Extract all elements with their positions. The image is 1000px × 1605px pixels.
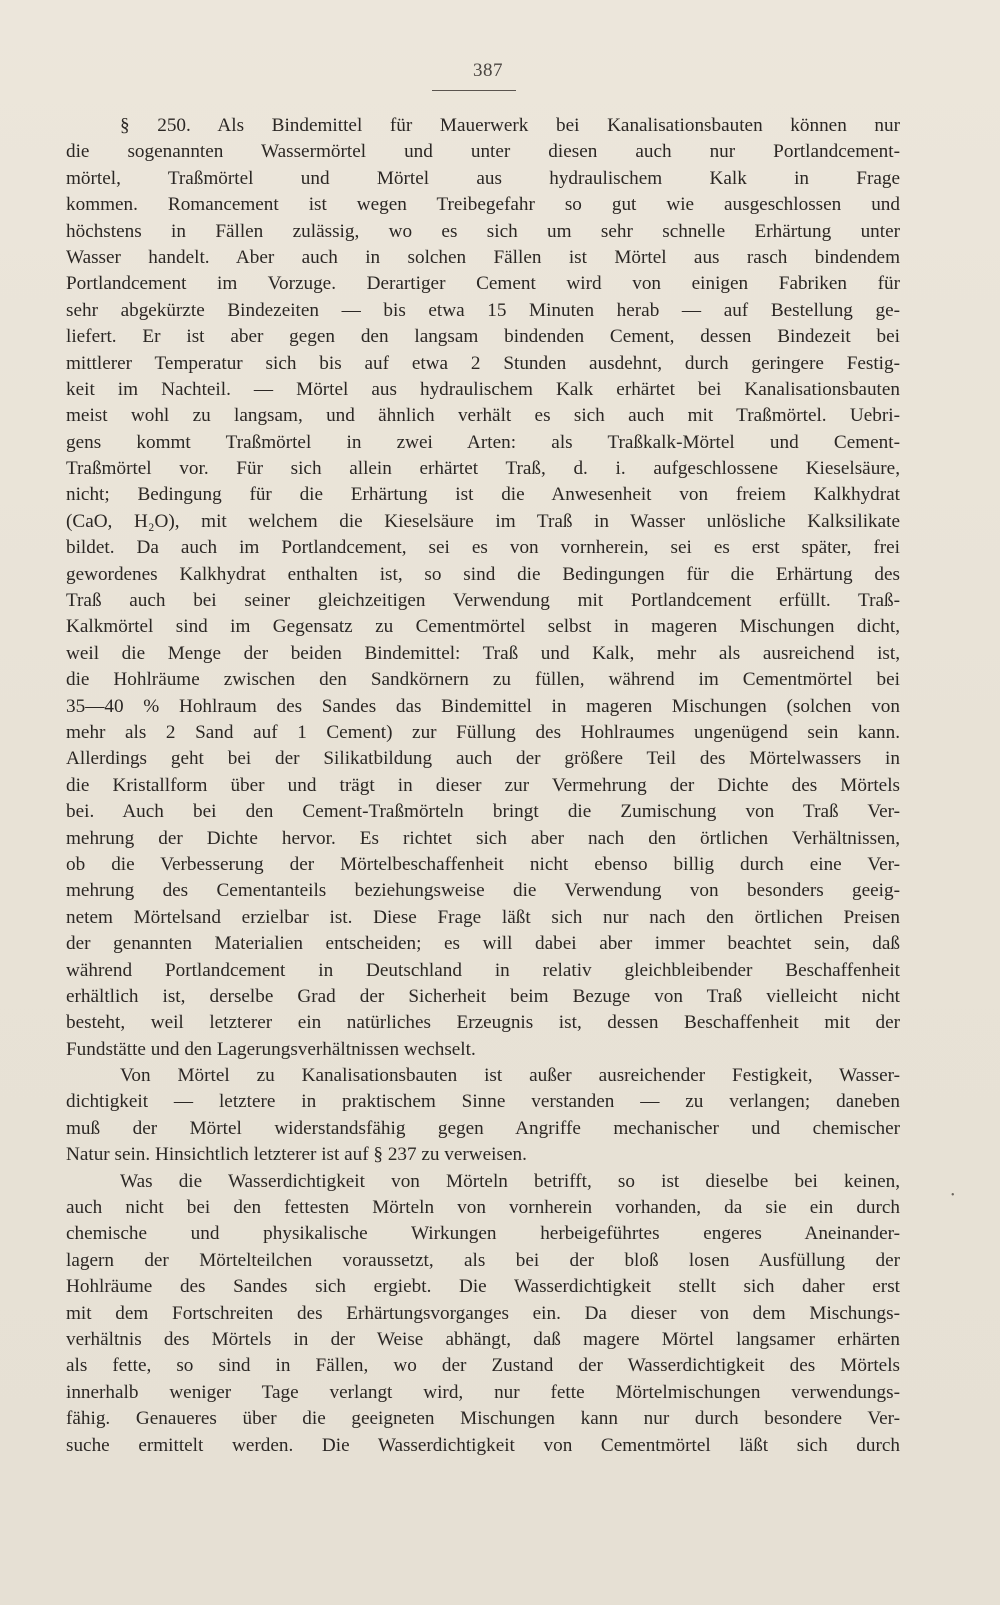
text-line: (CaO, H₂O), mit welchem die Kieselsäure im Traß in Wasser unlösliche Kalksilikate [66, 510, 900, 532]
text-line: als fette, so sind in Fällen, wo der Zustand der Wasserdichtigkeit des Mörtels [66, 1355, 900, 1377]
text-line: besteht, weil letzterer ein natürliches Erzeugnis ist, dessen Beschaffenheit mit der [66, 1012, 900, 1034]
text-line: meist wohl zu langsam, und ähnlich verhält es sich auch mit Traßmörtel. Uebri- [66, 405, 900, 427]
text-line: bildet. Da auch im Portlandcement, sei es von vornherein, sei es erst später, frei [66, 537, 900, 559]
text-line: mörtel, Traßmörtel und Mörtel aus hydraulischem Kalk in Frage [66, 167, 900, 189]
text-line: sehr abgekürzte Bindezeiten — bis etwa 15 Minuten herab — auf Bestellung ge- [66, 299, 900, 321]
text-line: höchstens in Fällen zulässig, wo es sich um sehr schnelle Erhärtung unter [66, 220, 900, 242]
text-line: 35—40 % Hohlraum des Sandes das Bindemittel in mageren Mischungen (solchen von [66, 695, 900, 717]
text-line: suche ermittelt werden. Die Wasserdichtigkeit von Cementmörtel läßt sich durch [66, 1434, 900, 1456]
text-line: erhältlich ist, derselbe Grad der Sicherheit beim Bezuge von Traß vielleicht nicht [66, 985, 900, 1007]
text-line: keit im Nachteil. — Mörtel aus hydraulischem Kalk erhärtet bei Kanalisationsbauten [66, 378, 900, 400]
body-text [66, 113, 900, 1459]
text-line: Fundstätte und den Lagerungsverhältnissen wechselt. [66, 1038, 476, 1060]
text-line: die sogenannten Wassermörtel und unter diesen auch nur Portlandcement- [66, 141, 900, 163]
text-line: nicht; Bedingung für die Erhärtung ist die Anwesenheit von freiem Kalkhydrat [66, 484, 900, 506]
text-line: kommen. Romancement ist wegen Treibegefahr so gut wie ausgeschlossen und [66, 194, 900, 216]
page-number: 387 [473, 60, 503, 81]
text-line: Natur sein. Hinsichtlich letzterer ist auf § 237 zu verweisen. [66, 1144, 527, 1166]
text-line: Kalkmörtel sind im Gegensatz zu Cementmörtel selbst in mageren Mischungen dicht, [66, 616, 900, 638]
text-line: auch nicht bei den fettesten Mörteln von vornherein vorhanden, da sie ein durch [66, 1197, 900, 1219]
text-line: mehr als 2 Sand auf 1 Cement) zur Füllung des Hohlraumes ungenügend sein kann. [66, 721, 900, 743]
text-line: mit dem Fortschreiten des Erhärtungsvorganges ein. Da dieser von dem Mischungs- [66, 1302, 900, 1324]
text-line: gewordenes Kalkhydrat enthalten ist, so sind die Bedingungen für die Erhärtung des [66, 563, 900, 585]
text-line: Hohlräume des Sandes sich ergiebt. Die Wasserdichtigkeit stellt sich daher erst [66, 1276, 900, 1298]
text-line: gens kommt Traßmörtel in zwei Arten: als Traßkalk-Mörtel und Cement- [66, 431, 900, 453]
text-line: Traß auch bei seiner gleichzeitigen Verwendung mit Portlandcement erfüllt. Traß- [66, 590, 900, 612]
text-line: Allerdings geht bei der Silikatbildung auch der größere Teil des Mörtelwassers in [66, 748, 900, 770]
text-line: muß der Mörtel widerstandsfähig gegen Angriffe mechanischer und chemischer [66, 1117, 900, 1139]
text-line: die Kristallform über und trägt in dieser zur Vermehrung der Dichte des Mörtels [66, 774, 900, 796]
text-line: mehrung des Cementanteils beziehungsweise die Verwendung von besonders geeig- [66, 880, 900, 902]
text-line: dichtigkeit — letztere in praktischem Sinne verstanden — zu verlangen; daneben [66, 1091, 900, 1113]
text-line: liefert. Er ist aber gegen den langsam bindenden Cement, dessen Bindezeit bei [66, 326, 900, 348]
text-line: mehrung der Dichte hervor. Es richtet sich aber nach den örtlichen Verhältnissen, [66, 827, 900, 849]
text-line: weil die Menge der beiden Bindemittel: Traß und Kalk, mehr als ausreichend ist, [66, 642, 900, 664]
text-line: ob die Verbesserung der Mörtelbeschaffenheit nicht ebenso billig durch eine Ver- [66, 853, 900, 875]
text-line: netem Mörtelsand erzielbar ist. Diese Frage läßt sich nur nach den örtlichen Preisen [66, 906, 900, 928]
text-line: innerhalb weniger Tage verlangt wird, nur fette Mörtelmischungen verwendungs- [66, 1381, 900, 1403]
text-line: § 250. Als Bindemittel für Mauerwerk bei Kanalisationsbauten können nur [120, 115, 900, 136]
text-line: die Hohlräume zwischen den Sandkörnern zu füllen, während im Cementmörtel bei [66, 669, 900, 691]
text-line: mittlerer Temperatur sich bis auf etwa 2 Stunden ausdehnt, durch geringere Festig- [66, 352, 900, 374]
text-line: während Portlandcement in Deutschland in relativ gleichbleibender Beschaffenheit [66, 959, 900, 981]
text-line: der genannten Materialien entscheiden; es will dabei aber immer beachtet sein, daß [66, 933, 900, 955]
text-line: Was die Wasserdichtigkeit von Mörteln betrifft, so ist dieselbe bei keinen, [120, 1170, 900, 1192]
text-line: lagern der Mörtelteilchen voraussetzt, als bei der bloß losen Ausfüllung der [66, 1249, 900, 1271]
text-line: verhältnis des Mörtels in der Weise abhängt, daß magere Mörtel langsamer erhärten [66, 1328, 900, 1350]
text-line: Von Mörtel zu Kanalisationsbauten ist außer ausreichender Festigkeit, Wasser- [120, 1065, 900, 1087]
text-line: Wasser handelt. Aber auch in solchen Fällen ist Mörtel aus rasch bindendem [66, 246, 900, 268]
text-line: chemische und physikalische Wirkungen herbeigeführtes engeres Aneinander- [66, 1223, 900, 1245]
margin-mark: • [951, 1190, 955, 1201]
text-line: Portlandcement im Vorzuge. Derartiger Cement wird von einigen Fabriken für [66, 273, 900, 295]
text-line: bei. Auch bei den Cement-Traßmörteln bringt die Zumischung von Traß Ver- [66, 801, 900, 823]
header-rule [432, 90, 516, 91]
text-line: Traßmörtel vor. Für sich allein erhärtet Traß, d. i. aufgeschlossene Kieselsäure, [66, 458, 900, 480]
text-line: fähig. Genaueres über die geeigneten Mischungen kann nur durch besondere Ver- [66, 1408, 900, 1430]
